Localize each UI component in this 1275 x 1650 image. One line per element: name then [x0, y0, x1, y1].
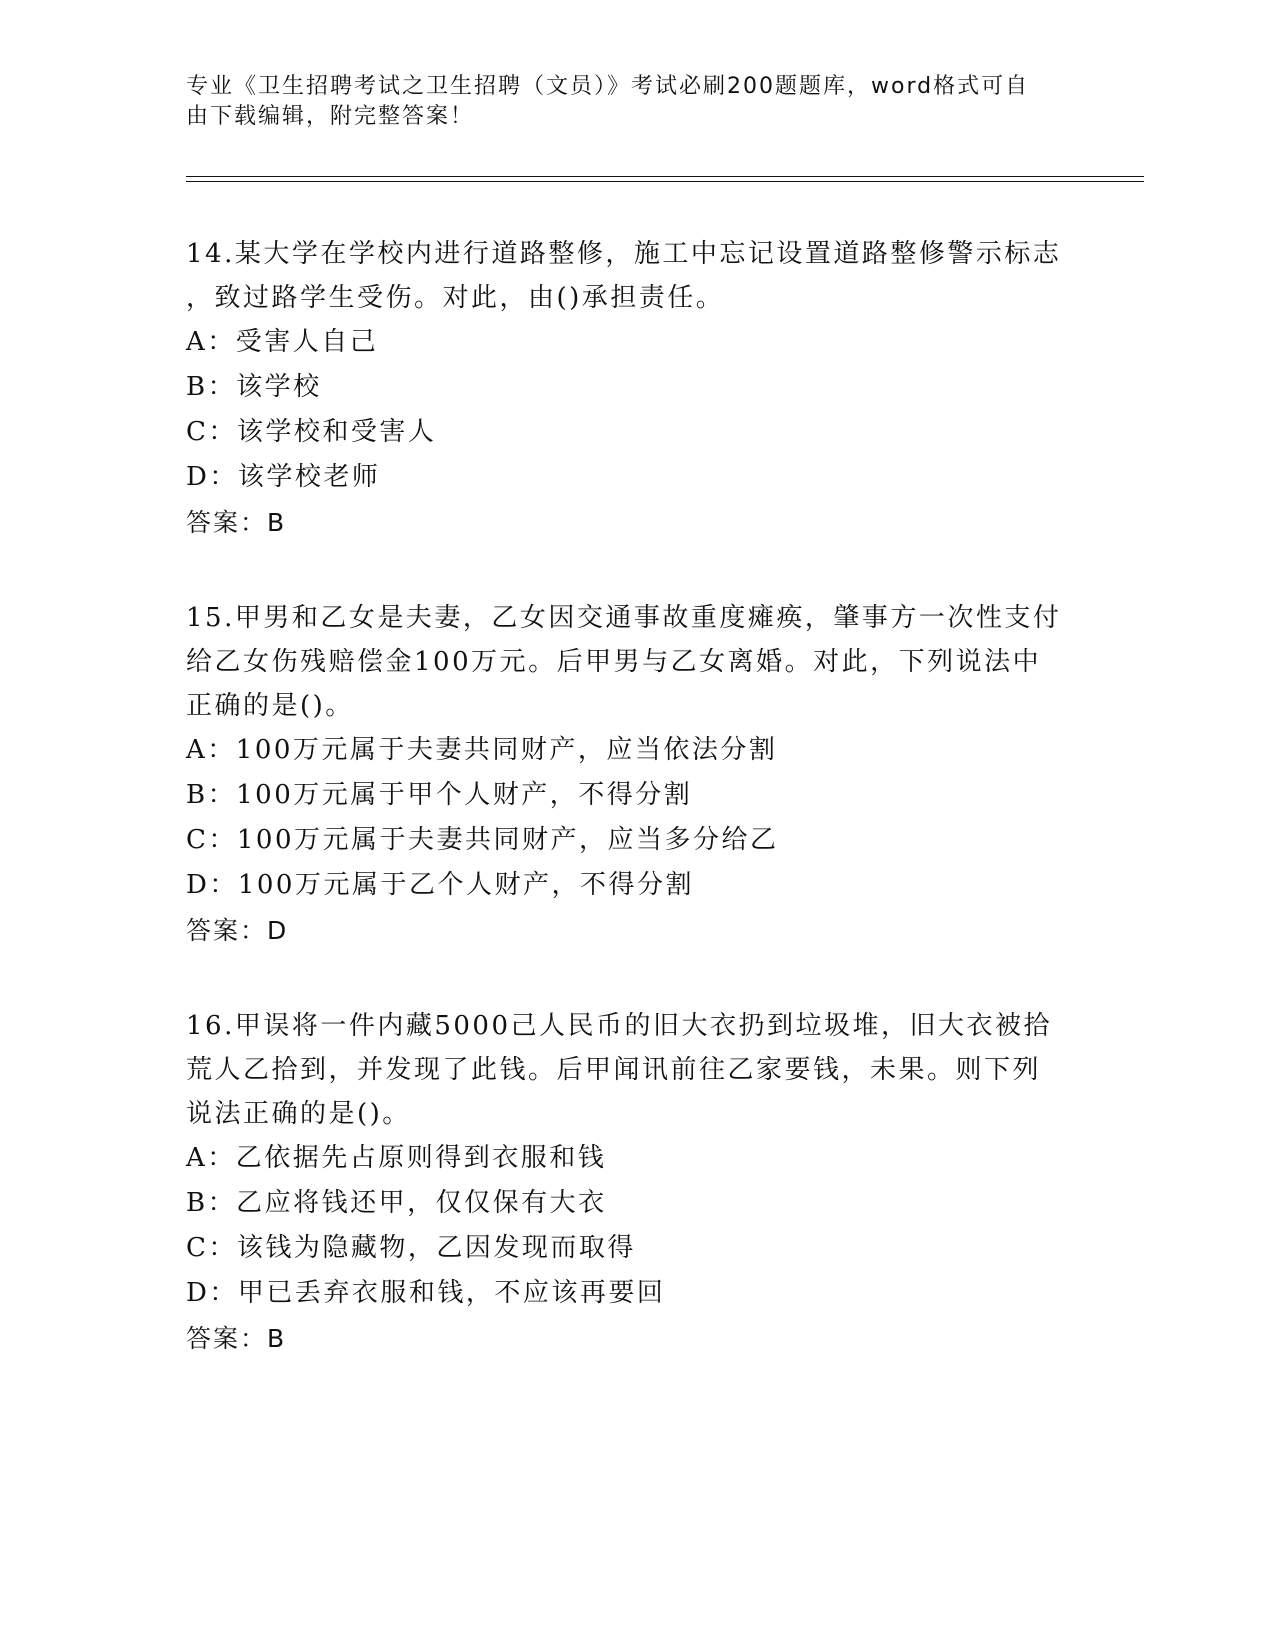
- option-b: B：乙应将钱还甲，仅仅保有大衣: [186, 1188, 607, 1218]
- header-divider-bottom: [186, 181, 1144, 182]
- question-stem-line: ，致过路学生受伤。对此，由()承担责任。: [186, 283, 725, 313]
- option-a: A：受害人自己: [186, 327, 379, 357]
- question-stem-line: 说法正确的是()。: [186, 1099, 411, 1129]
- answer-label: 答案：B: [186, 1324, 287, 1353]
- question-15: [186, 596, 1086, 954]
- header-divider-top: [186, 176, 1144, 177]
- answer-label: 答案：B: [186, 508, 287, 537]
- option-a: A：100万元属于夫妻共同财产，应当依法分割: [186, 735, 778, 765]
- option-a: A：乙依据先占原则得到衣服和钱: [186, 1143, 607, 1173]
- option-b: B：该学校: [186, 372, 322, 402]
- question-stem-line: 14.某大学在学校内进行道路整修，施工中忘记设置道路整修警示标志: [186, 239, 1062, 269]
- option-d: D：该学校老师: [186, 462, 381, 492]
- question-14: [186, 232, 1086, 546]
- question-stem-line: 正确的是()。: [186, 691, 354, 721]
- header-title-line-1: 专业《卫生招聘考试之卫生招聘（文员）》考试必刷200题题库，word格式可自: [186, 74, 1030, 99]
- question-stem-line: 16.甲误将一件内藏5000己人民币的旧大衣扔到垃圾堆，旧大衣被拾: [186, 1011, 1053, 1041]
- option-c: C：该钱为隐藏物，乙因发现而取得: [186, 1233, 636, 1263]
- document-header: [186, 72, 1066, 132]
- option-d: D：100万元属于乙个人财产，不得分割: [186, 870, 694, 900]
- option-d: D：甲已丢弃衣服和钱，不应该再要回: [186, 1278, 666, 1308]
- header-title-line-2: 由下载编辑，附完整答案！: [186, 104, 475, 129]
- option-c: C：该学校和受害人: [186, 417, 437, 447]
- option-b: B：100万元属于甲个人财产，不得分割: [186, 780, 693, 810]
- answer-label: 答案：D: [186, 916, 289, 945]
- question-stem-line: 荒人乙拾到，并发现了此钱。后甲闻讯前往乙家要钱，未果。则下列: [186, 1055, 1042, 1085]
- question-16: [186, 1004, 1086, 1362]
- option-c: C：100万元属于夫妻共同财产，应当多分给乙: [186, 825, 779, 855]
- question-stem-line: 给乙女伤残赔偿金100万元。后甲男与乙女离婚。对此，下列说法中: [186, 647, 1042, 677]
- question-stem-line: 15.甲男和乙女是夫妻，乙女因交通事故重度瘫痪，肇事方一次性支付: [186, 603, 1062, 633]
